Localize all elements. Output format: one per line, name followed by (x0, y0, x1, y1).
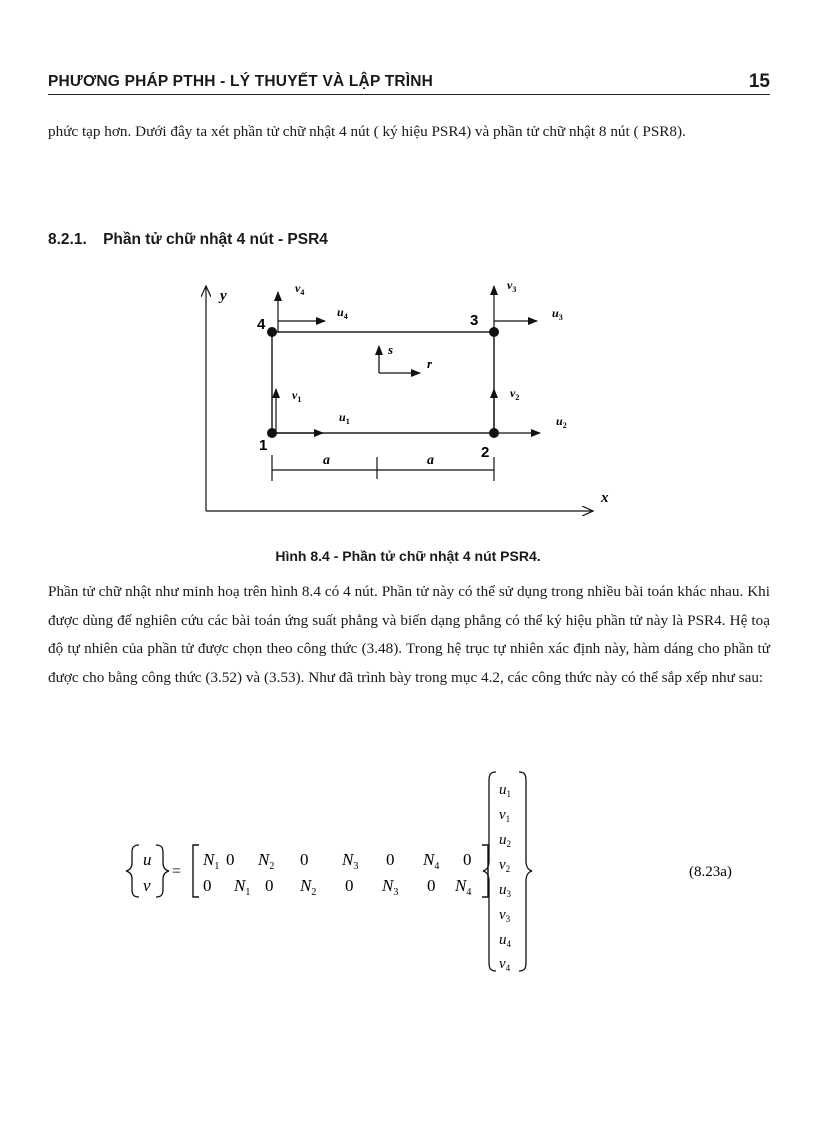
node-1-v-label: $v_1$ (292, 388, 302, 404)
node-2-label: 2 (481, 444, 490, 461)
node-3 (470, 278, 563, 337)
vector-entry: $v_1$ (499, 807, 511, 824)
node-4-u-label: $u_4$ (337, 305, 348, 321)
displacement-vector (499, 782, 512, 973)
equation-8-23a (0, 766, 816, 1046)
figure-psr4 (0, 272, 816, 542)
vector-left-brace (483, 772, 496, 971)
vector-entry: $u_1$ (499, 782, 511, 799)
page-number: 15 (748, 71, 770, 92)
vector-entry: $v_3$ (499, 907, 511, 924)
dimension-a-right: a (427, 453, 434, 468)
vector-entry: $v_2$ (499, 857, 511, 874)
y-axis-label: y (220, 288, 227, 304)
matrix-row-1: $N_1$ 0 $N_2$ 0 $N_3$ 0 $N_4$ 0 (203, 850, 472, 872)
vector-right-brace (519, 772, 532, 971)
node-3-label: 3 (470, 312, 479, 329)
node-3-u-label: $u_3$ (552, 306, 563, 322)
section-title: Phần tử chữ nhật 4 nút - PSR4 (103, 231, 328, 248)
node-4-label: 4 (257, 316, 266, 333)
equation-label: (8.23a) (689, 864, 732, 880)
local-axes (379, 342, 433, 373)
lhs-left-brace (126, 845, 139, 897)
lhs-v: v (143, 876, 151, 895)
vector-entry: $v_4$ (499, 956, 511, 973)
node-2-v-label: $v_2$ (510, 386, 520, 402)
intro-paragraph: phức tạp hơn. Dưới đây ta xét phần tử chữ nhật 4 nút ( ký hiệu PSR4) và phần tử chữ nhật 8 nút ( PSR8). (48, 123, 686, 140)
vector-entry: $u_4$ (499, 932, 511, 949)
s-axis-label: s (388, 342, 394, 357)
x-axis-label: x (601, 490, 609, 506)
node-3-v-label: $v_3$ (507, 278, 517, 294)
r-axis-label: r (427, 356, 433, 371)
node-4-v-label: $v_4$ (295, 281, 305, 297)
matrix-row-2: 0 $N_1$ 0 $N_2$ 0 $N_3$ 0 $N_4$ (203, 876, 472, 898)
node-4 (257, 281, 348, 337)
matrix-left-bracket (193, 845, 199, 897)
figure-caption: Hình 8.4 - Phần tử chữ nhật 4 nút PSR4. (275, 548, 541, 564)
dimension-line (272, 453, 494, 481)
node-2 (481, 386, 567, 461)
body-paragraph: Phần tử chữ nhật như minh hoạ trên hình 8.4 có 4 nút. Phần tử này có thể sử dụng trong nhiều bài toán khác nhau. Khi được dùng để nghiên cứu các bài toán ứng suất phẳng và biến dạng phẳng có thể ký hiệu phần tử này là PSR4. Hệ toạ độ tự nhiên của phần tử được chọn theo công thức (3.48). Trong hệ trục tự nhiên xác định này, hàm dáng cho phần tử được cho bằng công thức (3.52) và (3.53). Như đã trình bày trong mục 4.2, các công thức này có thể sắp xếp như sau: (48, 583, 770, 686)
book-title: PHƯƠNG PHÁP PTHH - LÝ THUYẾT VÀ LẬP TRÌNH (48, 73, 434, 90)
vector-entry: $u_3$ (499, 882, 511, 899)
lhs-right-brace (156, 845, 169, 897)
dimension-a-left: a (323, 453, 330, 468)
section-number: 8.2.1. (48, 231, 87, 248)
element-rectangle (272, 332, 494, 433)
vector-entry: $u_2$ (499, 832, 511, 849)
section-heading (48, 231, 328, 249)
running-header (48, 66, 770, 95)
node-1-u-label: $u_1$ (339, 410, 350, 426)
node-2-u-label: $u_2$ (556, 414, 567, 430)
lhs-u: u (143, 850, 152, 869)
node-1-label: 1 (259, 437, 268, 454)
equals-sign: = (172, 863, 182, 880)
